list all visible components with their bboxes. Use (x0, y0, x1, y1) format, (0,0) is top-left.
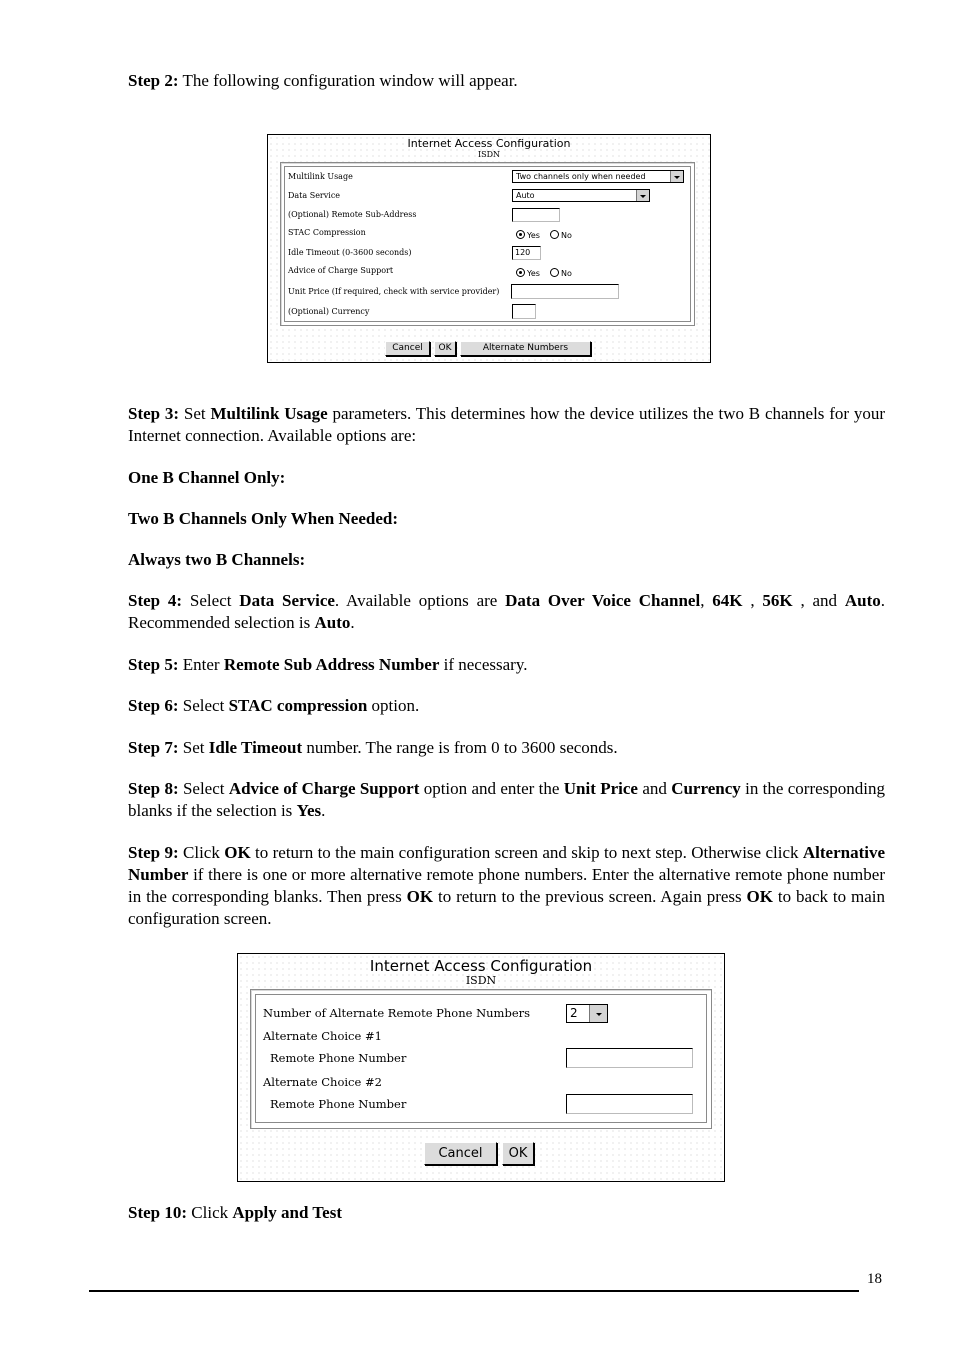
idle-timeout-label: Idle Timeout (0-3600 seconds) (288, 248, 412, 257)
remote-phone-1-label: Remote Phone Number (270, 1051, 407, 1065)
radio-unselected-icon (550, 268, 559, 277)
step-3-paragraph: Step 3: Set Multilink Usage parameters. This determines how the device utilizes the two B channels for your Internet connection. Available options are: (128, 404, 886, 445)
multilink-usage-select[interactable]: Two channels only when needed (512, 170, 684, 183)
stac-yes-radio[interactable]: Yes (516, 230, 540, 240)
currency-label: (Optional) Currency (288, 307, 370, 316)
chevron-down-icon (636, 190, 649, 201)
alternate-count-select[interactable]: 2 (566, 1004, 608, 1023)
sub-address-input[interactable] (512, 208, 560, 222)
option-always-two-b-channels: Always two B Channels: (128, 550, 306, 569)
footer-rule (89, 1290, 859, 1292)
option-two-b-channels-when-needed: Two B Channels Only When Needed: (128, 509, 398, 528)
sub-address-label: (Optional) Remote Sub-Address (288, 210, 417, 219)
radio-selected-icon (516, 230, 525, 239)
idle-timeout-input[interactable]: 120 (512, 246, 541, 260)
step-8-paragraph: Step 8: Select Advice of Charge Support option and enter the Unit Price and Currency in the corresponding blanks if the selection is Yes. (128, 779, 886, 820)
chevron-down-icon (670, 171, 683, 182)
multilink-usage-label: Multilink Usage (288, 172, 353, 181)
alternate-choice-2-label: Alternate Choice #2 (263, 1075, 382, 1089)
step-6-paragraph: Step 6: Select STAC compression option. (128, 696, 420, 715)
currency-input[interactable] (512, 304, 536, 319)
page-number: 18 (867, 1271, 882, 1287)
remote-phone-2-input[interactable] (566, 1094, 693, 1114)
window-title: Internet Access Configuration (369, 957, 593, 975)
step-2-paragraph: Step 2: The following configuration window will appear. (128, 71, 518, 90)
data-service-label: Data Service (288, 191, 341, 200)
ok-button[interactable]: OK (502, 1142, 534, 1165)
stac-no-radio[interactable]: No (550, 230, 572, 240)
alternate-numbers-window (237, 953, 725, 1182)
chevron-down-icon (589, 1005, 607, 1022)
radio-selected-icon (516, 268, 525, 277)
alternate-count-label: Number of Alternate Remote Phone Numbers (263, 1006, 531, 1020)
aoc-no-radio[interactable]: No (550, 268, 572, 278)
remote-phone-2-label: Remote Phone Number (270, 1097, 407, 1111)
option-one-b-channel: One B Channel Only: (128, 468, 286, 487)
alternate-numbers-button[interactable]: Alternate Numbers (460, 341, 591, 356)
step-10-paragraph: Step 10: Click Apply and Test (128, 1203, 342, 1222)
step-9-paragraph: Step 9: Click OK to return to the main configuration screen and skip to next step. Otherwise click Alternative Number if there is one or more alternative remote phone numbers. Enter the alternative remote phone number in the corresponding blanks. Then press OK to return to the previous screen. Again press OK to back to main configuration screen. (128, 843, 885, 928)
unit-price-label: Unit Price (If required, check with service provider) (288, 287, 500, 296)
window-subtitle: ISDN (477, 150, 501, 159)
remote-phone-1-input[interactable] (566, 1048, 693, 1068)
advice-of-charge-label: Advice of Charge Support (288, 266, 394, 275)
data-service-select[interactable]: Auto (512, 189, 650, 202)
unit-price-input[interactable] (511, 284, 619, 299)
isdn-config-window (267, 134, 711, 363)
step-4-paragraph: Step 4: Select Data Service. Available options are Data Over Voice Channel, 64K , 56K , and Auto. Recommended selection is Auto. (128, 591, 886, 632)
stac-compression-label: STAC Compression (288, 228, 366, 237)
window-subtitle: ISDN (465, 974, 497, 987)
radio-unselected-icon (550, 230, 559, 239)
window-title: Internet Access Configuration (407, 137, 571, 150)
step-7-paragraph: Step 7: Set Idle Timeout number. The range is from 0 to 3600 seconds. (128, 738, 618, 757)
cancel-button[interactable]: Cancel (385, 341, 430, 356)
alternate-choice-1-label: Alternate Choice #1 (263, 1029, 382, 1043)
aoc-yes-radio[interactable]: Yes (516, 268, 540, 278)
ok-button[interactable]: OK (434, 341, 456, 356)
cancel-button[interactable]: Cancel (424, 1142, 497, 1165)
step-5-paragraph: Step 5: Enter Remote Sub Address Number if necessary. (128, 655, 528, 674)
